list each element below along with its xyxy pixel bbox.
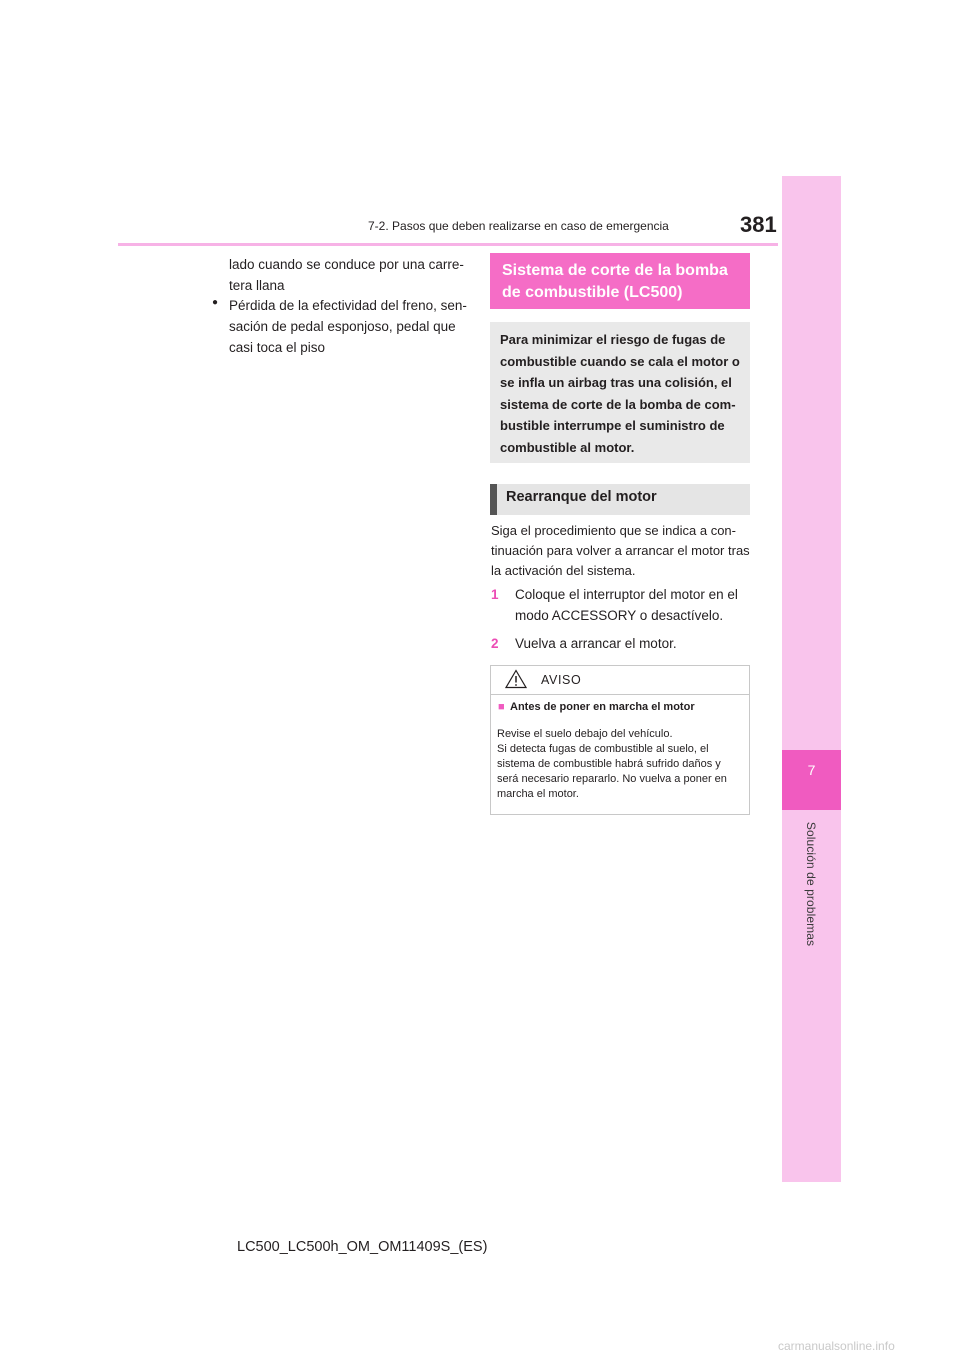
section-heading-restart-engine: Rearranque del motor — [490, 484, 750, 515]
heading-line-1: Sistema de corte de la bomba — [502, 262, 728, 279]
warning-subtitle: Antes de poner en marcha el motor — [510, 701, 695, 713]
bullet-text: Pérdida de la efectividad del freno, sen- sación de pedal esponjoso, pedal que casi toca el piso — [229, 298, 467, 355]
chapter-label: Solución de problemas — [804, 821, 818, 947]
continuation-text: lado cuando se conduce por una carre- tera llana — [229, 257, 464, 293]
section-summary-box: Para minimizar el riesgo de fugas de combustible cuando se cala el motor o se infla un airbag tras una colisión, el sistema de corte de la bomba de com- bustible interrumpe el suministro de combustible al motor. — [490, 322, 750, 463]
warning-line: Si detecta fugas de combustible al suelo, el sistema de combustible habrá sufrido daños y será necesario repararlo. No vuelva a poner en marcha el motor. — [497, 743, 727, 800]
side-tab-strip — [782, 176, 841, 1182]
heading-line-2: de combustible (LC500) — [502, 284, 683, 301]
chapter-number: 7 — [807, 762, 816, 778]
warning-line: Revise el suelo debajo del vehículo. — [497, 728, 673, 740]
document-id: LC500_LC500h_OM_OM11409S_(ES) — [237, 1239, 488, 1255]
step-number: 1 — [491, 587, 499, 602]
warning-divider — [491, 694, 749, 695]
watermark: carmanualsonline.info — [778, 1339, 895, 1353]
section-header-title: 7-2. Pasos que deben realizarse en caso de emergencia — [368, 219, 669, 233]
warning-triangle-icon — [505, 669, 527, 689]
bullet-icon: ● — [212, 297, 219, 308]
section-heading-fuel-pump-cutoff — [490, 253, 750, 309]
page-number: 381 — [740, 212, 777, 237]
warning-title: AVISO — [541, 673, 582, 687]
chapter-tab — [782, 750, 841, 810]
section-intro-text: Siga el procedimiento que se indica a con- tinuación para volver a arrancar el motor tras la activación del sistema. — [491, 523, 750, 578]
square-bullet-icon: ■ — [498, 701, 505, 713]
header-rule — [118, 243, 778, 246]
step-text: Vuelva a arrancar el motor. — [515, 636, 677, 651]
warning-body — [497, 727, 745, 802]
step-text: Coloque el interruptor del motor en el modo ACCESSORY o desactívelo. — [515, 587, 738, 623]
step-number: 2 — [491, 636, 499, 651]
